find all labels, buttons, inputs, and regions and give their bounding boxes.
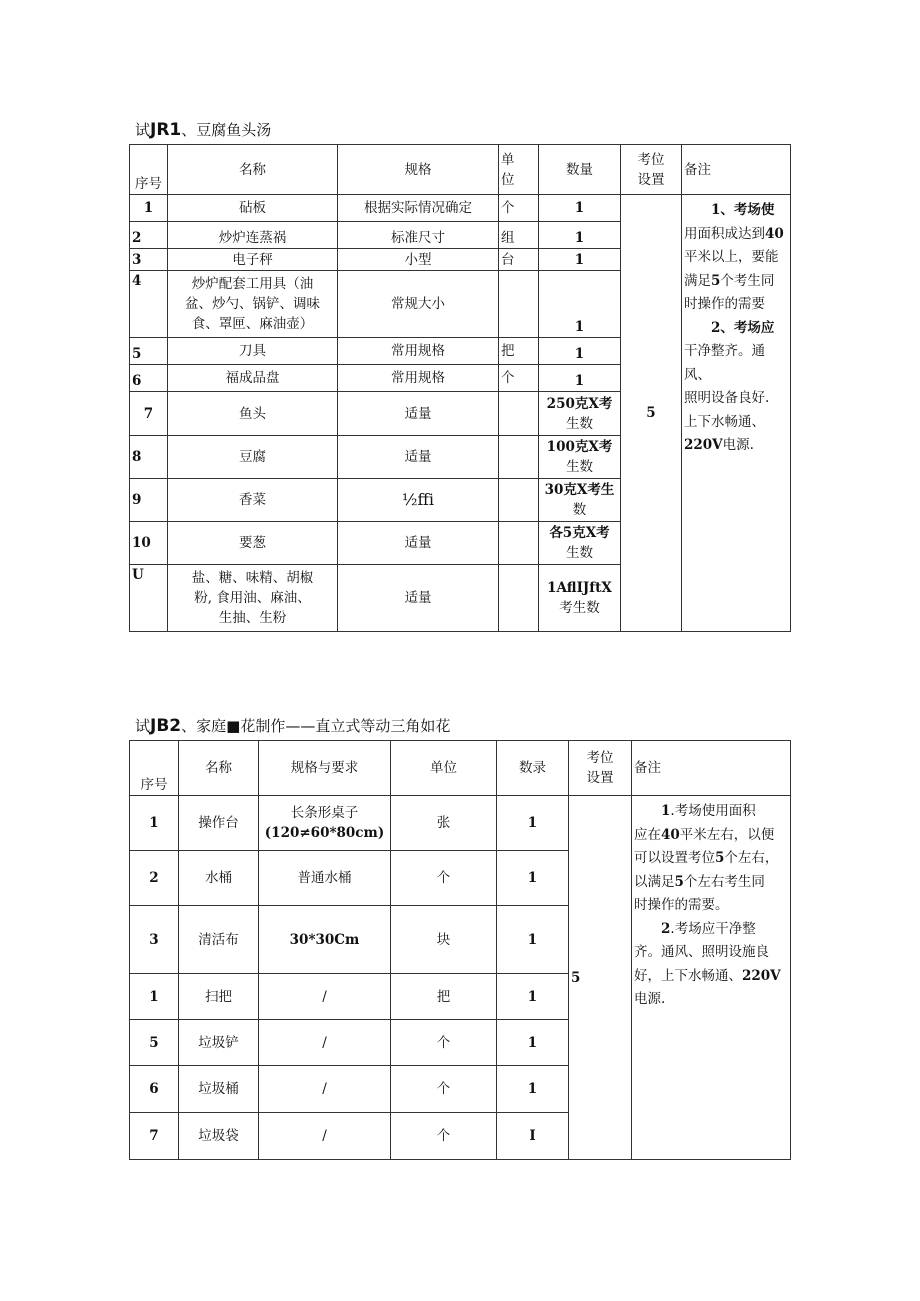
table-row: 6 垃圾桶 / 个 1 (130, 1066, 791, 1113)
table-row: 2 炒炉连蒸祸 标准尺寸 组 1 (130, 222, 791, 249)
table-row: 8 豆腐 适量 100克X考 生数 (130, 436, 791, 479)
header-name: 名称 (168, 145, 338, 195)
header-station: 考位 设置 (569, 741, 632, 796)
station-count: 5 (621, 195, 682, 632)
table-row: 6 福成品盘 常用规格 个 1 (130, 365, 791, 392)
equipment-table-1 (129, 144, 791, 632)
table-row: 3 电子秤 小型 台 1 (130, 249, 791, 271)
table-row: 1 扫把 / 把 1 (130, 974, 791, 1020)
section2-title: 试JB2、家庭■花制作——直立式等动三角如花 (135, 716, 451, 736)
table-row: 9 香菜 ½ffi 30克X考生 数 (130, 479, 791, 522)
header-note: 备注 (632, 741, 791, 796)
header-unit: 单位 (391, 741, 497, 796)
header-unit: 单 位 (499, 145, 539, 195)
header-spec: 规格与要求 (259, 741, 391, 796)
table-row: U 盐、糖、味精、胡椒 粉, 食用油、麻油、 生抽、生粉 适量 1AflIJftX 考生数 (130, 565, 791, 632)
header-seq: 序号 (130, 741, 179, 796)
remarks: 1.考场使用面积 应在40平米左右，以便 可以设置考位5个左右， 以满足5个左右考生同 时操作的需要。 2.考场应干净整 齐。通风、照明设施良 好，上下水畅通、220V 电源. (632, 796, 791, 1160)
header-station: 考位 设置 (621, 145, 682, 195)
header-note: 备注 (682, 145, 791, 195)
table-row: 5 刀具 常用规格 把 1 (130, 338, 791, 365)
table-row: 1 操作台 长条形桌子 (120≠60*80cm) 张 1 5 1.考场使用面积 应在40平米左右，以便 可以设置考位5个左右， 以满足5个左右考生同 时操作的需要。 2.考场应干净整 齐。通风、照明设施良 好，上下水畅通、220V 电源. (130, 796, 791, 851)
table-row: 2 水桶 普通水桶 个 1 (130, 851, 791, 906)
table-row: 10 要葱 适量 各5克X考 生数 (130, 522, 791, 565)
header-qty: 数录 (497, 741, 569, 796)
table-header (130, 145, 791, 195)
header-seq: 序号 (130, 145, 168, 195)
table-header (130, 741, 791, 796)
equipment-table-2 (129, 740, 791, 1160)
station-count: 5 (569, 796, 632, 1160)
table-row: 7 鱼头 适量 250克X考 生数 (130, 392, 791, 436)
table-row: 4 炒炉配套工用具（油 盆、炒勺、锅铲、调味 食、罩匣、麻油壶） 常规大小 1 (130, 271, 791, 338)
section1-title: 试JR1、豆腐鱼头汤 (135, 120, 272, 140)
remarks: 1、考场使 用面积成达到40 平米以上，要能 满足5个考生同 时操作的需要 2、考场应 干净整齐。通风、 照明设备良好. 上下水畅通、 220V电源. (682, 195, 791, 632)
header-name: 名称 (179, 741, 259, 796)
header-spec: 规格 (338, 145, 499, 195)
table-row: 5 垃圾铲 / 个 1 (130, 1020, 791, 1066)
header-qty: 数量 (539, 145, 621, 195)
table-row: 3 清活布 30*30Cm 块 1 (130, 906, 791, 974)
table-row: 1 砧板 根据实际情况确定 个 1 5 1、考场使 用面积成达到40 平米以上，要能 满足5个考生同 时操作的需要 2、考场应 干净整齐。通风、 照明设备良好. 上下水畅通、 220V电源. (130, 195, 791, 222)
table-row: 7 垃圾袋 / 个 I (130, 1113, 791, 1160)
